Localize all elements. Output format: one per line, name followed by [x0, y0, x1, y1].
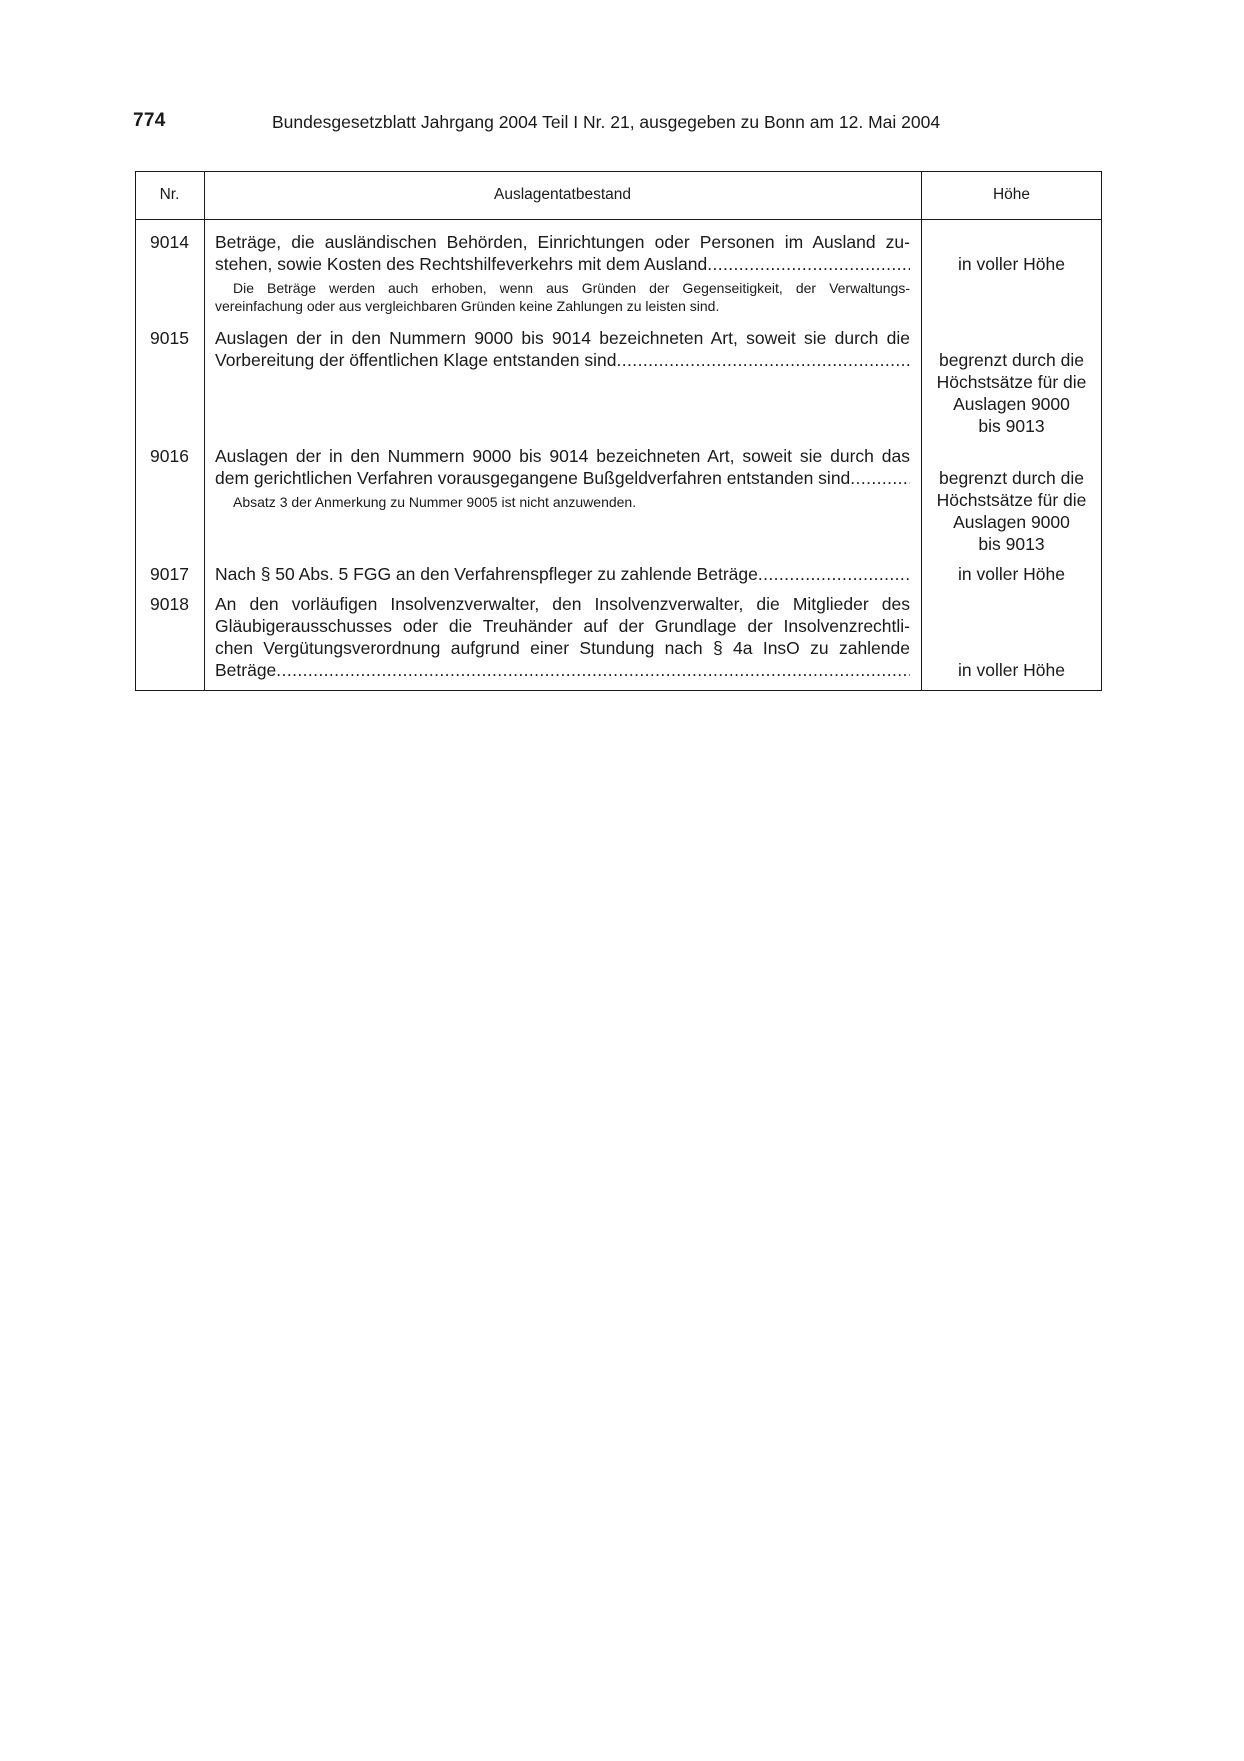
- note-line: Absatz 3 der Anmerkung zu Nummer 9005 ist nicht anzuwenden.: [233, 494, 637, 510]
- amount-line: in voller Höhe: [958, 660, 1065, 680]
- row-description: [215, 445, 910, 489]
- description-line: Beträge, die ausländischen Behörden, Einrichtungen oder Personen im Ausland zu-: [215, 232, 910, 252]
- column-header-amount: Höhe: [992, 186, 1031, 203]
- header-divider: [135, 219, 1102, 220]
- row-description: [215, 593, 910, 681]
- description-line: Auslagen der in den Nummern 9000 bis 9014 bezeichneten Art, soweit sie durch das: [215, 446, 910, 466]
- column-divider-nr: [204, 171, 205, 691]
- row-note: [215, 493, 910, 511]
- description-line: chen Vergütungsverordnung aufgrund einer Stundung nach § 4a InsO zu zahlende: [215, 638, 910, 658]
- row-amount: [921, 253, 1102, 275]
- amount-line: bis 9013: [978, 416, 1045, 436]
- amount-line: in voller Höhe: [958, 254, 1065, 274]
- row-amount: [921, 349, 1102, 437]
- amount-line: begrenzt durch die: [939, 468, 1084, 488]
- row-description: [215, 563, 910, 585]
- description-line: Beträge .....: [215, 659, 910, 681]
- row-note: [215, 279, 910, 315]
- amount-line: Auslagen 9000: [953, 512, 1070, 532]
- description-line: dem gerichtlichen Verfahren vorausgegangene Bußgeldverfahren entstanden sind .....: [215, 467, 910, 489]
- row-amount: [921, 563, 1102, 585]
- row-number: 9015: [150, 328, 189, 348]
- running-header: Bundesgesetzblatt Jahrgang 2004 Teil I Nr. 21, ausgegeben zu Bonn am 12. Mai 2004: [272, 112, 941, 132]
- description-line: stehen, sowie Kosten des Rechtshilfeverkehrs mit dem Ausland .....: [215, 253, 910, 275]
- amount-line: begrenzt durch die: [939, 350, 1084, 370]
- amount-line: Höchstsätze für die: [936, 372, 1087, 392]
- table-border-bottom: [135, 690, 1102, 691]
- row-number: 9016: [150, 446, 189, 466]
- description-line: Gläubigerausschusses oder die Treuhänder auf der Grundlage der Insolvenzrechtli-: [215, 616, 910, 636]
- amount-line: bis 9013: [978, 534, 1045, 554]
- row-description: [215, 327, 910, 371]
- row-amount: [921, 659, 1102, 681]
- description-line: An den vorläufigen Insolvenzverwalter, den Insolvenzverwalter, die Mitglieder des: [215, 594, 910, 614]
- column-header-nr: Nr.: [159, 186, 180, 203]
- row-amount: [921, 467, 1102, 555]
- amount-line: in voller Höhe: [958, 564, 1065, 584]
- fee-table: [135, 171, 1102, 691]
- row-number: 9017: [150, 564, 189, 584]
- amount-line: Auslagen 9000: [953, 394, 1070, 414]
- row-number: 9014: [150, 232, 189, 252]
- row-number: 9018: [150, 594, 189, 614]
- description-line: Vorbereitung der öffentlichen Klage entstanden sind .....: [215, 349, 910, 371]
- amount-line: Höchstsätze für die: [936, 490, 1087, 510]
- row-description: [215, 231, 910, 275]
- description-line: Nach § 50 Abs. 5 FGG an den Verfahrenspfleger zu zahlende Beträge .....: [215, 563, 910, 585]
- column-header-description: Auslagentatbestand: [493, 186, 632, 203]
- description-line: Auslagen der in den Nummern 9000 bis 9014 bezeichneten Art, soweit sie durch die: [215, 328, 910, 348]
- page-number: 774: [133, 110, 166, 131]
- note-line: vereinfachung oder aus vergleichbaren Gründen keine Zahlungen zu leisten sind.: [215, 298, 720, 314]
- note-line: Die Beträge werden auch erhoben, wenn aus Gründen der Gegenseitigkeit, der Verwaltungs-: [233, 280, 910, 296]
